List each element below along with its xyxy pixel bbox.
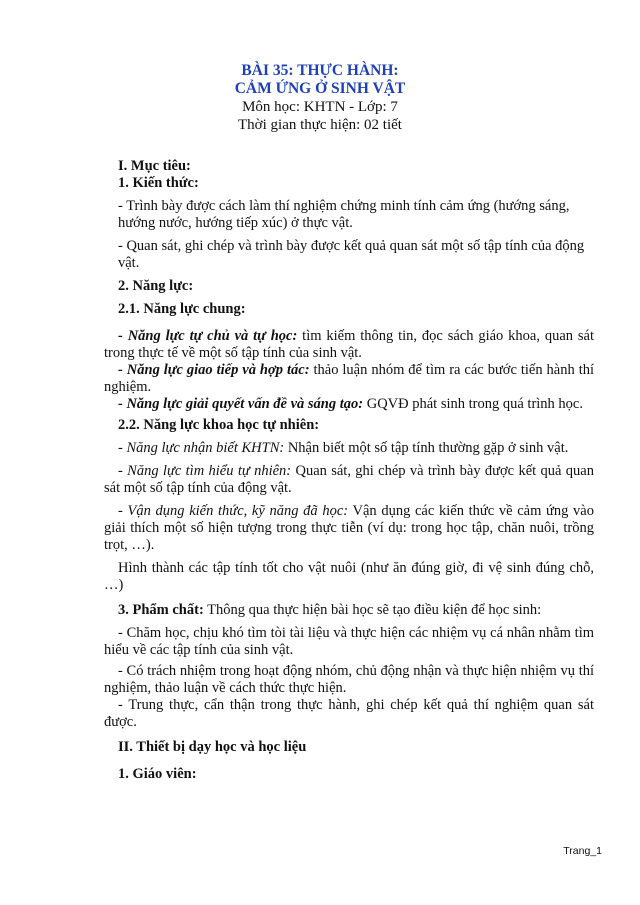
section-heading-objectives: I. Mục tiêu: xyxy=(118,158,191,174)
quality-item-3: - Trung thực, cẩn thận trong thực hành, ghi chép kết quả thí nghiệm quan sát được. xyxy=(104,697,594,730)
subheading-competence: 2. Năng lực: xyxy=(118,278,194,294)
qualities-paragraph: 3. Phẩm chất: Thông qua thực hiện bài học sẽ tạo điều kiện để học sinh: xyxy=(118,602,542,618)
competence-item-3: - Năng lực giải quyết vấn đề và sáng tạo: GQVĐ phát sinh trong quá trình học. xyxy=(118,396,583,412)
subheading-teacher: 1. Giáo viên: xyxy=(118,766,197,782)
knowledge-item-2: - Quan sát, ghi chép và trình bày được kết quả quan sát một số tập tính của động vật. xyxy=(118,238,585,271)
quality-item-2: - Có trách nhiệm trong hoạt động nhóm, chủ động nhận và thực hiện nhiệm vụ thí nghiệm, thảo luận về cách thức thực hiện. xyxy=(104,663,594,696)
page-number: Trang_1 xyxy=(563,845,602,857)
document-header xyxy=(0,62,640,134)
subheading-natural-science-competence: 2.2. Năng lực khoa học tự nhiên: xyxy=(118,417,320,433)
duration-line: Thời gian thực hiện: 02 tiết xyxy=(238,117,402,133)
subheading-general-competence: 2.1. Năng lực chung: xyxy=(118,301,246,317)
lesson-title-line2: CẢM ỨNG Ở SINH VẬT xyxy=(234,80,406,97)
subheading-knowledge: 1. Kiến thức: xyxy=(118,175,199,191)
section-heading-equipment: II. Thiết bị dạy học và học liệu xyxy=(118,739,307,755)
knowledge-item-1: - Trình bày được cách làm thí nghiệm chứng minh tính cảm ứng (hướng sáng, hướng nước, hướng tiếp xúc) ở thực vật. xyxy=(118,198,570,231)
competence-item-2: - Năng lực giao tiếp và hợp tác: thảo luận nhóm để tìm ra các bước tiến hành thí nghiệm. xyxy=(104,362,594,395)
lesson-title-line1: BÀI 35: THỰC HÀNH: xyxy=(241,62,399,79)
science-item-4: Hình thành các tập tính tốt cho vật nuôi (như ăn đúng giờ, đi vệ sinh đúng chỗ, …) xyxy=(104,560,594,593)
science-item-2: - Năng lực tìm hiểu tự nhiên: Quan sát, ghi chép và trình bày được kết quả quan sát một số tập tính của động vật. xyxy=(104,463,594,496)
competence-block xyxy=(104,328,594,783)
science-item-1: - Năng lực nhận biết KHTN: Nhận biết một số tập tính thường gặp ở sinh vật. xyxy=(118,440,569,456)
science-item-3: - Vận dụng kiến thức, kỹ năng đã học: Vận dụng các kiến thức về cảm ứng vào giải thích một số hiện tượng trong thực tiễn (ví dụ: trong học tập, chăn nuôi, trồng trọt, …). xyxy=(104,503,594,553)
subject-line: Môn học: KHTN - Lớp: 7 xyxy=(242,99,398,115)
quality-item-1: - Chăm học, chịu khó tìm tòi tài liệu và thực hiện các nhiệm vụ cá nhân nhằm tìm hiểu về các tập tính của sinh vật. xyxy=(104,625,594,658)
competence-item-1: - Năng lực tự chủ và tự học: tìm kiếm thông tin, đọc sách giáo khoa, quan sát trong thực tế về một số tập tính của sinh vật. xyxy=(104,328,594,361)
document-body xyxy=(118,158,594,318)
